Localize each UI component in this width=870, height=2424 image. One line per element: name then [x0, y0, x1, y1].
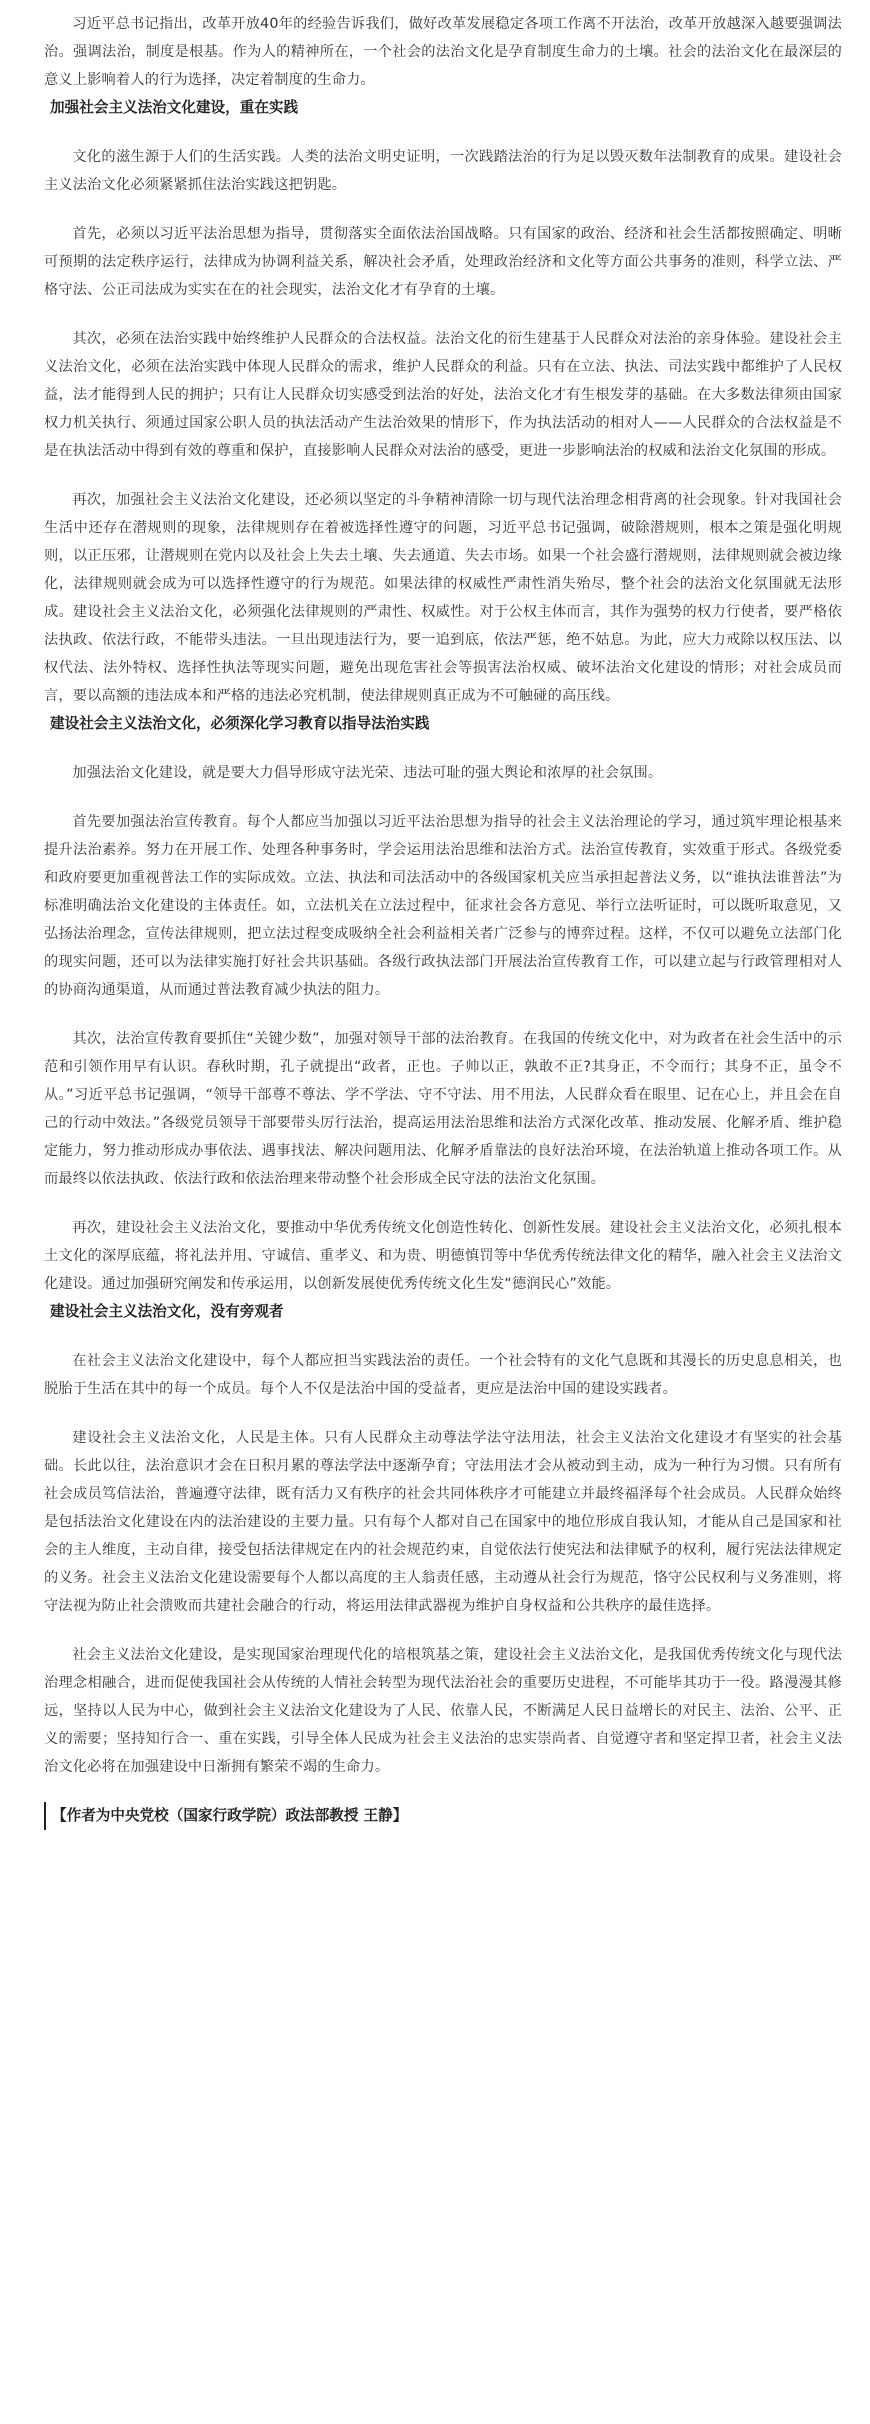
paragraph: 其次，必须在法治实践中始终维护人民群众的合法权益。法治文化的衍生建基于人民群众对法治的亲身体验。建设社会主义法治文化，必须在法治实践中体现人民群众的需求，维护人民群众的利益。只有在立法、执法、司法实践中都维护了人民权益，法才能得到人民的拥护；只有让人民群众切实感受到法治的好处，法治文化才有生根发芽的基础。在大多数法律须由国家权力机关执行、须通过国家公职人员的执法活动产生法治效果的情形下，作为执法活动的相对人——人民群众的合法权益是不是在执法活动中得到有效的尊重和保护，直接影响人民群众对法治的感受，更进一步影响法治的权威和法治文化氛围的形成。	[44, 331, 842, 459]
section-heading-no-bystanders: 建设社会主义法治文化，没有旁观者	[50, 1303, 284, 1320]
paragraph: 在社会主义法治文化建设中，每个人都应担当实践法治的责任。一个社会特有的文化气息既和其漫长的历史息息相关，也脱胎于生活在其中的每一个成员。每个人不仅是法治中国的受益者，更应是法治中国的建设实践者。	[44, 1353, 842, 1397]
paragraph: 文化的滋生源于人们的生活实践。人类的法治文明史证明，一次践踏法治的行为足以毁灭数年法制教育的成果。建设社会主义法治文化必须紧紧抓住法治实践这把钥匙。	[44, 149, 842, 193]
paragraph: 加强法治文化建设，就是要大力倡导形成守法光荣、违法可耻的强大舆论和浓厚的社会氛围。	[72, 765, 663, 781]
paragraph: 社会主义法治文化建设，是实现国家治理现代化的培根筑基之策，建设社会主义法治文化，是我国优秀传统文化与现代法治理念相融合，进而促使我国社会从传统的人情社会转型为现代法治社会的重要历史进程，不可能毕其功于一役。路漫漫其修远，坚持以人民为中心，做到社会主义法治文化建设为了人民、依靠人民，不断满足人民日益增长的对民主、法治、公平、正义的需要；坚持知行合一、重在实践，引导全体人民成为社会主义法治的忠实崇尚者、自觉遵守者和坚定捍卫者，社会主义法治文化必将在加强建设中日渐拥有繁荣不竭的生命力。	[44, 1647, 842, 1775]
author-block	[44, 1802, 842, 1830]
paragraph: 建设社会主义法治文化，人民是主体。只有人民群众主动尊法学法守法用法，社会主义法治文化建设才有坚实的社会基础。长此以往，法治意识才会在日积月累的尊法学法中逐渐孕育；守法用法才会从被动到主动，成为一种行为习惯。只有所有社会成员笃信法治，普遍遵守法律，既有活力又有秩序的社会共同体秩序才可能建立并最终福泽每个社会成员。人民群众始终是包括法治文化建设在内的法治建设的主要力量。只有每个人都对自己在国家中的地位形成自我认知，才能从自己是国家和社会的主人维度，主动自律，接受包括法律规定在内的社会规范约束，自觉依法行使宪法和法律赋予的权利，履行宪法法律规定的义务。社会主义法治文化建设需要每个人都以高度的主人翁责任感，主动遵从社会行为规范，恪守公民权利与义务准则，将守法视为防止社会溃败而共建社会融合的行动，将运用法律武器视为维护自身权益和公共秩序的最佳选择。	[44, 1430, 842, 1614]
paragraph: 再次，加强社会主义法治文化建设，还必须以坚定的斗争精神清除一切与现代法治理念相背离的社会现象。针对我国社会生活中还存在潜规则的现象，法律规则存在着被选择性遵守的问题，习近平总书记强调，破除潜规则，根本之策是强化明规则，以正压邪，让潜规则在党内以及社会上失去土壤、失去通道、失去市场。如果一个社会盛行潜规则，法律规则就会被边缘化，法律规则就会成为可以选择性遵守的行为规范。如果法律的权威性严肃性消失殆尽，整个社会的法治文化氛围就无法形成。建设社会主义法治文化，必须强化法律规则的严肃性、权威性。对于公权主体而言，其作为强势的权力行使者，要严格依法执政、依法行政，不能带头违法。一旦出现违法行为，要一追到底，依法严惩，绝不姑息。为此，应大力戒除以权压法、以权代法、法外特权、选择性执法等现实问题，避免出现危害社会等损害法治权威、破坏法治文化建设的情形；对社会成员而言，要以高额的违法成本和严格的违法必究机制，使法律规则真正成为不可触碰的高压线。	[44, 492, 842, 704]
section-heading-practice: 加强社会主义法治文化建设，重在实践	[50, 99, 299, 116]
paragraph: 其次，法治宣传教育要抓住“关键少数”，加强对领导干部的法治教育。在我国的传统文化中，对为政者在社会生活中的示范和引领作用早有认识。春秋时期，孔子就提出“政者，正也。子帅以正，孰敢不正?其身正，不令而行；其身不正，虽令不从。”习近平总书记强调，“领导干部尊不尊法、学不学法、守不守法、用不用法，人民群众看在眼里、记在心上，并且会在自己的行动中效法。”各级党员领导干部要带头厉行法治，提高运用法治思维和法治方式深化改革、推动发展、化解矛盾、维护稳定能力，努力推动形成办事依法、遇事找法、解决问题用法、化解矛盾靠法的良好法治环境，在法治轨道上推动各项工作。从而最终以依法执政、依法行政和依法治理来带动整个社会形成全民守法的法治文化氛围。	[44, 1031, 842, 1187]
paragraph: 再次，建设社会主义法治文化，要推动中华优秀传统文化创造性转化、创新性发展。建设社会主义法治文化，必须扎根本土文化的深厚底蕴，将礼法并用、守诚信、重孝义、和为贵、明德慎罚等中华优秀传统法律文化的精华，融入社会主义法治文化建设。通过加强研究阐发和传承运用，以创新发展使优秀传统文化生发“德润民心”效能。	[44, 1220, 842, 1292]
paragraph: 首先要加强法治宣传教育。每个人都应当加强以习近平法治思想为指导的社会主义法治理论的学习，通过筑牢理论根基来提升法治素养。努力在开展工作、处理各种事务时，学会运用法治思维和法治方式。法治宣传教育，实效重于形式。各级党委和政府要更加重视普法工作的实际成效。立法、执法和司法活动中的各级国家机关应当承担起普法义务，以“谁执法谁普法”为标准明确法治文化建设的主体责任。如，立法机关在立法过程中，征求社会各方意见、举行立法听证时，可以既听取意见，又弘扬法治理念，宣传法律规则，把立法过程变成吸纳全社会利益相关者广泛参与的博弈过程。这样，不仅可以避免立法部门化的现实问题，还可以为法律实施打好社会共识基础。各级行政执法部门开展法治宣传教育工作，可以建立起与行政管理相对人的协商沟通渠道，从而通过普法教育减少执法的阻力。	[44, 814, 842, 998]
paragraph-intro: 习近平总书记指出，改革开放40年的经验告诉我们，做好改革发展稳定各项工作离不开法治，改革开放越深入越要强调法治。强调法治，制度是根基。作为人的精神所在，一个社会的法治文化是孕育制度生命力的土壤。社会的法治文化在最深层的意义上影响着人的行为选择，决定着制度的生命力。	[44, 16, 842, 88]
section-heading-education: 建设社会主义法治文化，必须深化学习教育以指导法治实践	[50, 715, 430, 732]
author-credit: 【作者为中央党校（国家行政学院）政法部教授 王静】	[44, 1802, 407, 1830]
paragraph: 首先，必须以习近平法治思想为指导，贯彻落实全面依法治国战略。只有国家的政治、经济和社会生活都按照确定、明晰可预期的法定秩序运行，法律成为协调利益关系，解决社会矛盾，处理政治经济和文化等方面公共事务的准则，科学立法、严格守法、公正司法成为实实在在的社会现实，法治文化才有孕育的土壤。	[44, 226, 842, 298]
